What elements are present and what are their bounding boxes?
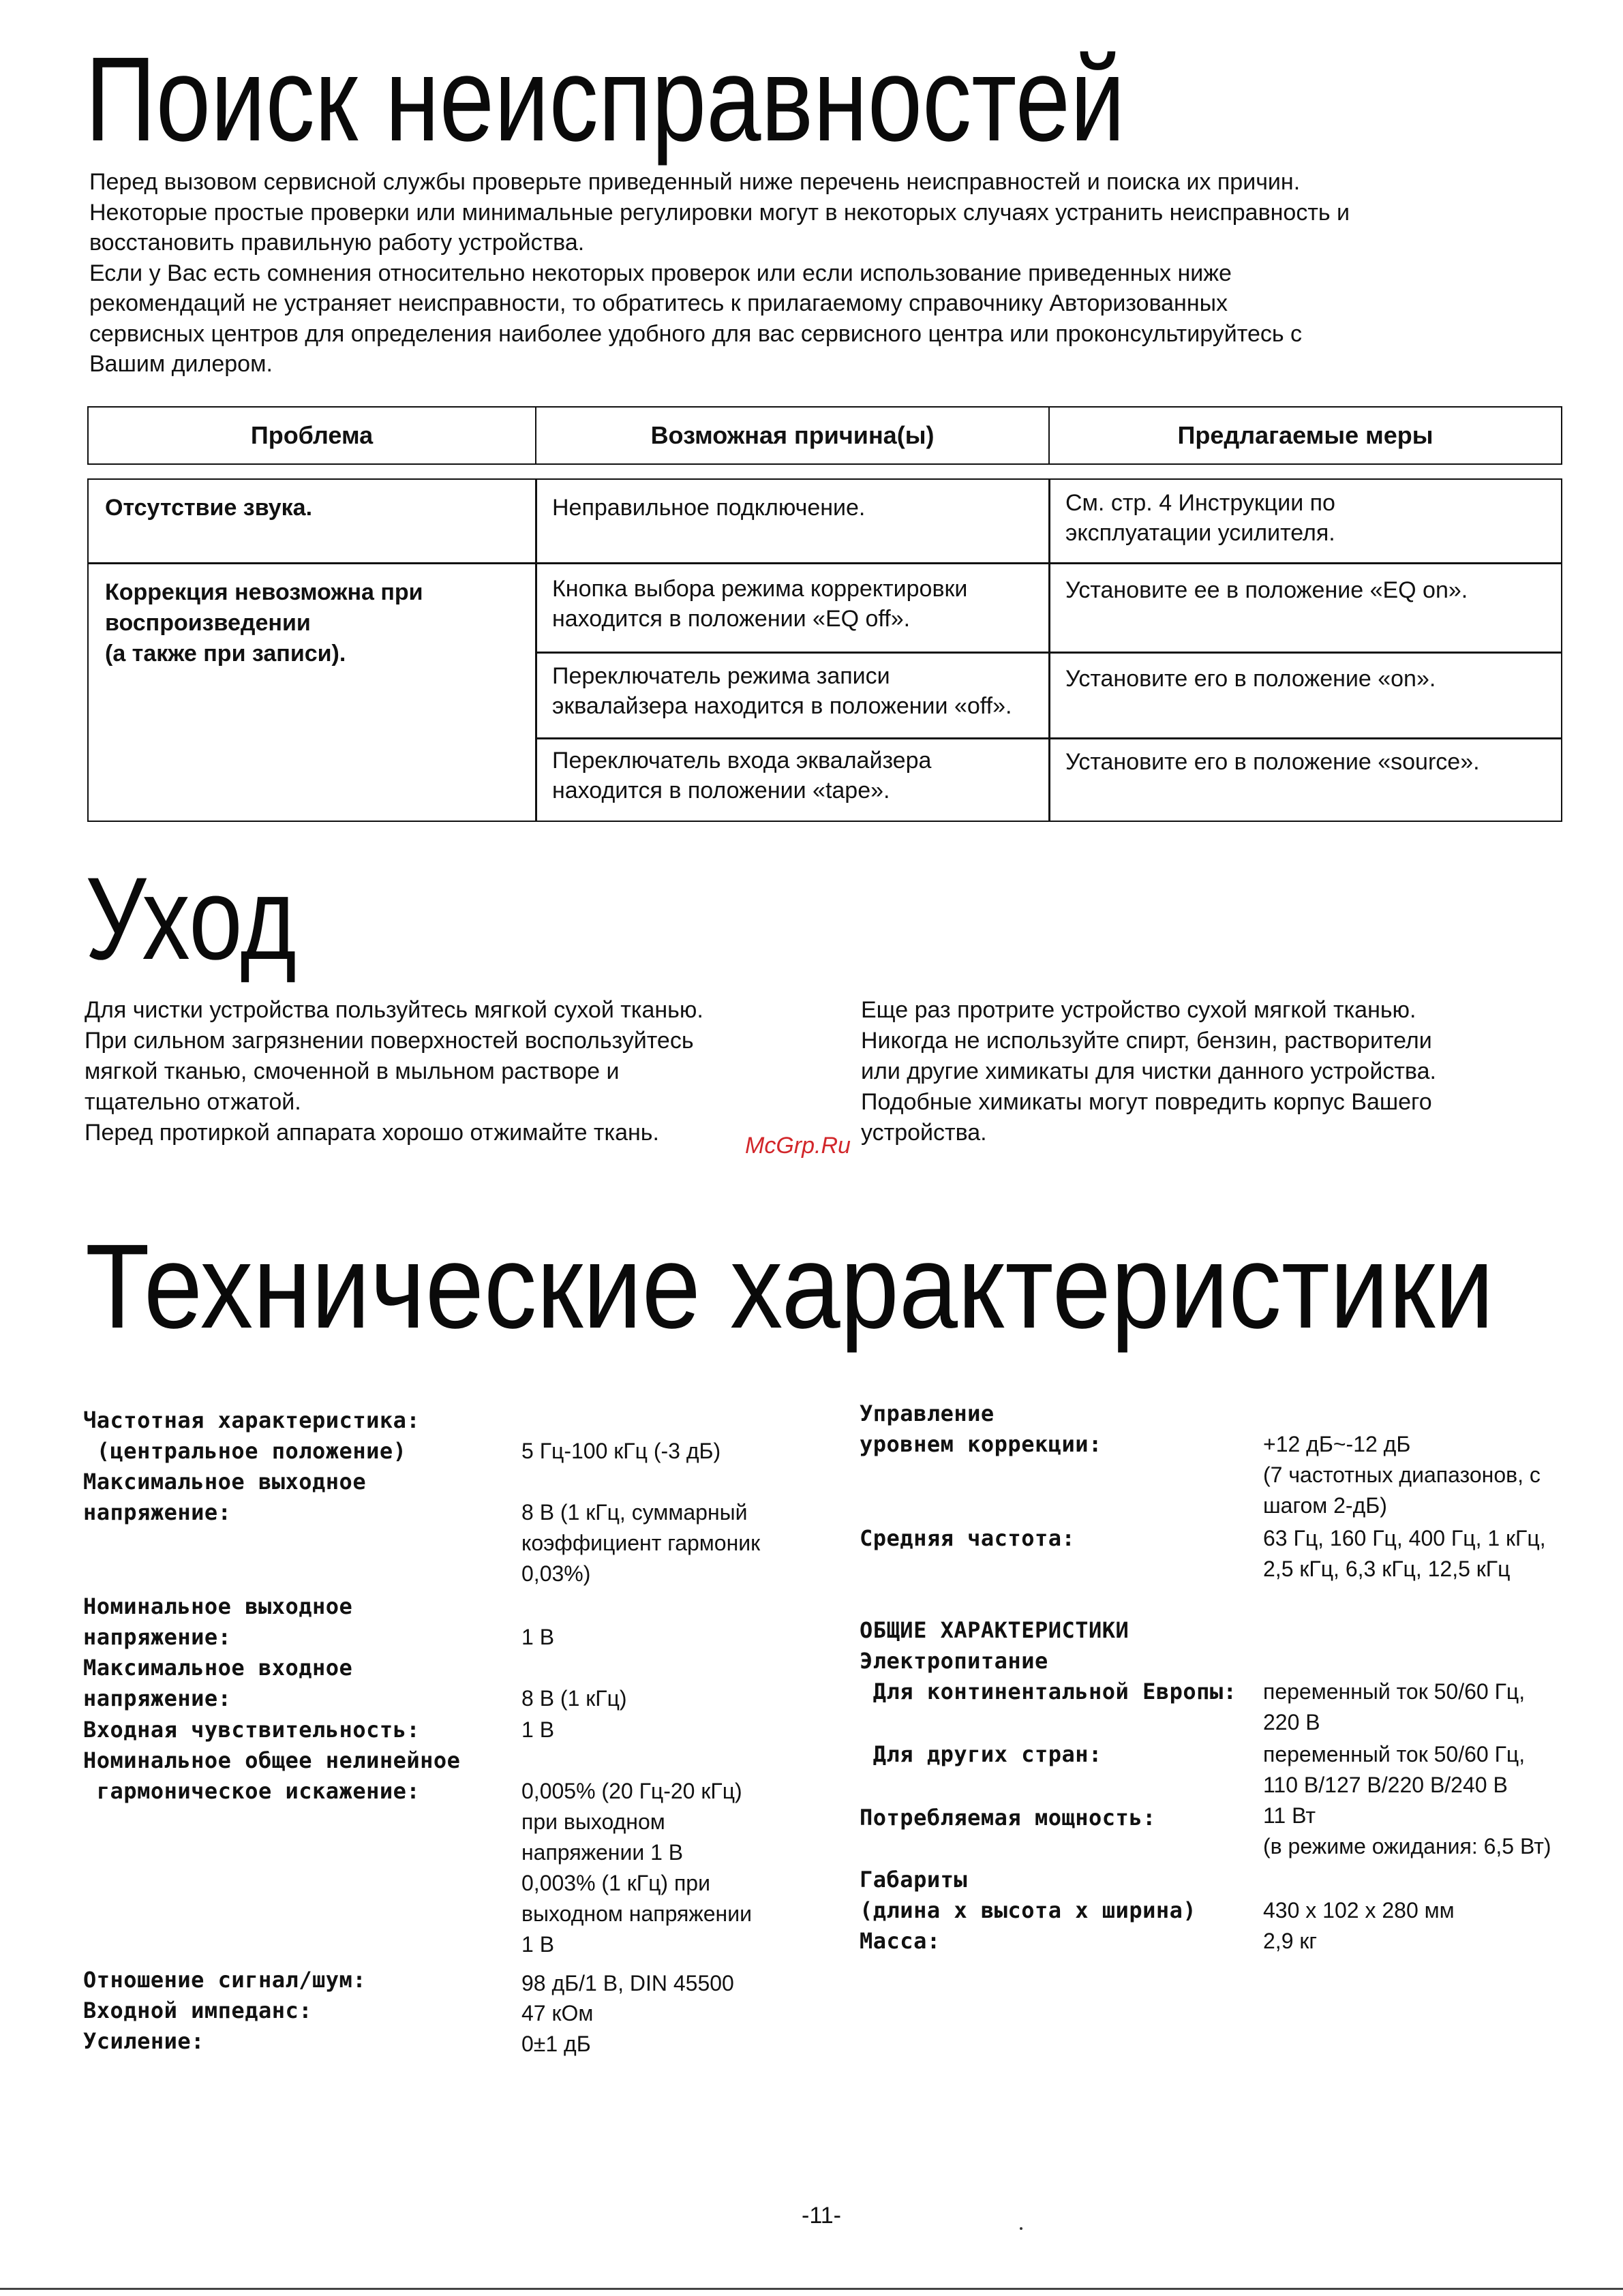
spec-value-input-impedance: 47 кОм — [521, 2001, 594, 2025]
spec-value-input-sensitivity: 1 В — [521, 1717, 555, 1742]
care-line: устройства. — [861, 1120, 987, 1146]
page-title-troubleshooting: Поиск неисправностей — [85, 33, 1125, 166]
spec-value-max-input: 8 В (1 кГц) — [521, 1686, 627, 1711]
header-problem: Проблема — [250, 421, 374, 449]
care-line: При сильном загрязнении поверхностей воспользуйтесь — [85, 1028, 694, 1054]
care-line: Перед протиркой аппарата хорошо отжимайте ткань. — [85, 1120, 659, 1146]
intro-line: Если у Вас есть сомнения относительно некоторых проверок или если использование приведенных ниже — [89, 260, 1232, 286]
spec-label-max-input: Максимальное входное напряжение: — [83, 1655, 353, 1711]
care-right-column — [861, 995, 1436, 1148]
care-left-column — [85, 995, 703, 1148]
spec-value-center-frequency: 63 Гц, 160 Гц, 400 Гц, 1 кГц, 2,5 кГц, 6,3 кГц, 12,5 кГц — [1263, 1526, 1546, 1581]
spec-label-max-output: Максимальное выходное напряжение: — [83, 1469, 367, 1525]
page-number: -11- — [802, 2203, 841, 2229]
spec-label-thd: Номинальное общее нелинейное гармоническое искажение: — [83, 1747, 461, 1804]
spec-label-dimensions: Габариты (длина х высота х ширина) Масса: — [860, 1867, 1197, 1954]
spec-value-dimensions: 430 x 102 x 280 мм 2,9 кг — [1263, 1898, 1455, 1953]
care-line: тщательно отжатой. — [85, 1089, 301, 1115]
intro-line: Вашим дилером. — [89, 351, 273, 377]
spec-value-max-output: 8 В (1 кГц, суммарный коэффициент гармоник 0,03%) — [521, 1500, 761, 1586]
cause-cell: Переключатель режима записи эквалайзера находится в положении «off». — [552, 663, 1012, 719]
spec-value-correction-level: +12 дБ~-12 дБ (7 частотных диапазонов, с шагом 2-дБ) — [1263, 1432, 1541, 1518]
section-title-care: Уход — [85, 853, 297, 984]
intro-line: рекомендаций не устраняет неисправности, то обратитесь к прилагаемому справочнику Авторизованных — [89, 290, 1228, 316]
care-line: или другие химикаты для чистки данного устройства. — [861, 1058, 1436, 1084]
spec-value-power-consumption: 11 Вт (в режиме ожидания: 6,5 Вт) — [1263, 1803, 1551, 1858]
spec-value-snr: 98 дБ/1 В, DIN 45500 — [521, 1971, 734, 1995]
watermark: McGrp.Ru — [745, 1133, 851, 1159]
spec-value-power-europe: переменный ток 50/60 Гц, 220 В — [1263, 1679, 1526, 1734]
spec-label-gain: Усиление: — [83, 2028, 204, 2054]
remedy-cell: Установите его в положение «source». — [1065, 749, 1480, 775]
intro-line: восстановить правильную работу устройства. — [89, 230, 585, 256]
spec-label-center-frequency: Средняя частота: — [860, 1525, 1076, 1551]
spec-label-power-other: Для других стран: — [860, 1741, 1102, 1767]
spec-label-general-power-europe: ОБЩИЕ ХАРАКТЕРИСТИКИ Электропитание Для континентальной Европы: — [860, 1617, 1237, 1704]
remedy-cell: См. стр. 4 Инструкции по эксплуатации усилителя. — [1065, 490, 1335, 546]
spec-label-input-impedance: Входной импеданс: — [83, 1997, 313, 2023]
spec-value-nominal-output: 1 В — [521, 1625, 555, 1649]
spec-label-power-consumption: Потребляемая мощность: — [860, 1805, 1156, 1831]
page-bottom-edge — [0, 2288, 1623, 2290]
spec-label-nominal-output: Номинальное выходное напряжение: — [83, 1593, 353, 1650]
troubleshooting-table — [87, 478, 1562, 822]
spec-label-correction-level: Управление уровнем коррекции: — [860, 1400, 1102, 1457]
header-cause: Возможная причина(ы) — [535, 408, 1048, 463]
spec-label-input-sensitivity: Входная чувствительность: — [83, 1717, 421, 1743]
spec-value-gain: 0±1 дБ — [521, 2032, 591, 2056]
intro-line: сервисных центров для определения наиболее удобного для вас сервисного центра или проконсультируйтесь с — [89, 320, 1303, 347]
care-line: Еще раз протрите устройство сухой мягкой тканью. — [861, 997, 1416, 1023]
care-line: Для чистки устройства пользуйтесь мягкой сухой тканью. — [85, 997, 703, 1023]
problem-no-correction: Коррекция невозможна при воспроизведении (а также при записи). — [105, 579, 423, 667]
cause-cell: Кнопка выбора режима корректировки находится в положении «EQ off». — [552, 576, 968, 632]
intro-line: Перед вызовом сервисной службы проверьте приведенный ниже перечень неисправностей и поиска их причин. — [89, 169, 1301, 195]
problem-no-sound: Отсутствие звука. — [105, 495, 313, 521]
header-remedy: Предлагаемые меры — [1048, 408, 1561, 463]
cause-cell: Переключатель входа эквалайзера находится в положении «tape». — [552, 748, 932, 803]
spec-label-snr: Отношение сигнал/шум: — [83, 1967, 367, 1993]
spec-value-thd: 0,005% (20 Гц-20 кГц) при выходном напряжении 1 В 0,003% (1 кГц) при выходном напряжении 1 В — [521, 1779, 752, 1957]
care-line: мягкой тканью, смоченной в мыльном растворе и — [85, 1058, 620, 1084]
cause-cell: Неправильное подключение. — [552, 495, 866, 521]
spec-value-power-other: переменный ток 50/60 Гц, 110 В/127 В/220 В/240 В — [1263, 1742, 1526, 1797]
section-title-specs: Технические характеристики — [85, 1220, 1494, 1353]
care-line: Никогда не используйте спирт, бензин, растворители — [861, 1028, 1432, 1054]
troubleshooting-table-header — [87, 406, 1562, 465]
intro-line: Некоторые простые проверки или минимальные регулировки могут в некоторых случаях устранить неисправность и — [89, 199, 1350, 226]
scan-speck — [1020, 2227, 1022, 2230]
remedy-cell: Установите ее в положение «EQ on». — [1065, 577, 1468, 603]
troubleshooting-intro — [89, 167, 1575, 380]
care-line: Подобные химикаты могут повредить корпус Вашего — [861, 1089, 1432, 1115]
spec-label-frequency-response: Частотная характеристика: (центральное положение) — [83, 1407, 421, 1464]
remedy-cell: Установите его в положение «on». — [1065, 666, 1436, 692]
spec-value-frequency-response: 5 Гц-100 кГц (-3 дБ) — [521, 1439, 721, 1463]
